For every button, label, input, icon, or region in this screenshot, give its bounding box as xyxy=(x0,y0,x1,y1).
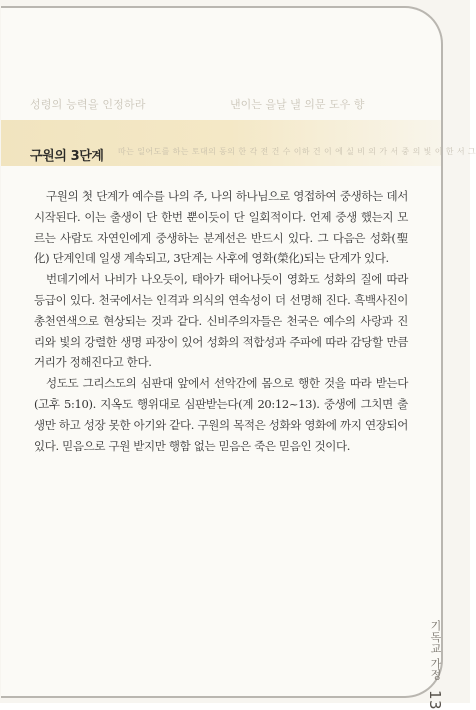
bleed-line-2: 따는 일어도를 하는 토대의 동의 한 각 전 건 수 이하 건 이 에 실 비 의 가 서 중 의 빛 이 한 서 그 xyxy=(118,147,476,156)
paragraph-2: 번데기에서 나비가 나오듯이, 태아가 태어나듯이 영화도 성화의 질에 따라 등급이 있다. 천국에서는 인격과 의식의 연속성이 더 선명해 진다. 흑백사진이 총천연색으로 현상되는 것과 같다. 신비주의자들은 천국은 예수의 사랑과 진리와 빛의 강렬한 생명 파장이 있어 성화의 적합성과 주파에 따라 감당할 만큼 거리가 정해진다고 한다. xyxy=(34,272,408,370)
bleed-line-1-right: 낸이는 을날 낼 의문 도우 향 xyxy=(230,98,365,111)
paragraph-1: 구원의 첫 단계가 예수를 나의 주, 나의 하나님으로 영접하여 중생하는 데서 시작된다. 이는 출생이 단 한번 뿐이듯이 단 일회적이다. 언제 중생 했는지 모르는 사람도 자연인에게 중생하는 분계선은 반드시 있다. 그 다음은 성화(聖化) 단계인데 일생 계속되고, 3단계는 사후에 영화(榮化)되는 단계가 있다. xyxy=(34,189,408,266)
running-footer xyxy=(426,620,444,710)
section-title: 구원의 3단계 xyxy=(30,149,104,164)
paragraph-3: 성도도 그리스도의 심판대 앞에서 선악간에 몸으로 행한 것을 따라 받는다(고후 5:10). 지옥도 행위대로 심판받는다(계 20:12~13). 중생에 그치면 출생만 하고 성장 못한 아기와 같다. 구원의 목적은 성화와 영화에 까지 연장되어 있다. 믿음으로 구원 받지만 행함 없는 믿음은 죽은 믿음인 것이다. xyxy=(34,376,408,453)
page-number: 13 xyxy=(426,689,444,710)
bleed-line-1-left: 성령의 능력을 인정하라 xyxy=(30,98,146,111)
body-text xyxy=(34,186,408,456)
book-title: 기독교 가정 xyxy=(429,620,442,681)
